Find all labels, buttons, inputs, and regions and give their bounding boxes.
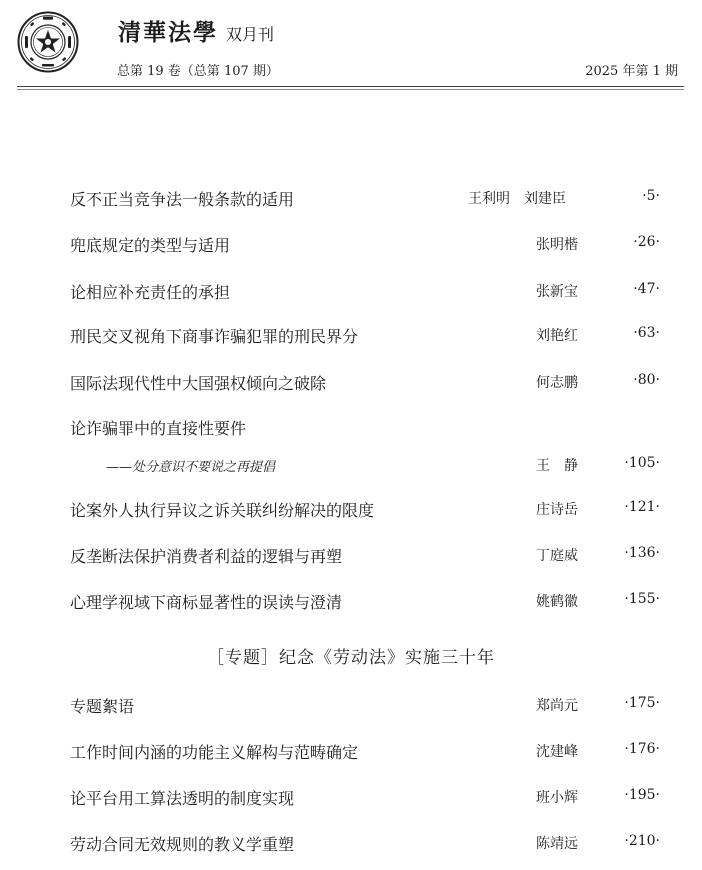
toc-entry[interactable]: [70, 187, 660, 211]
article-authors: 丁庭威: [536, 548, 578, 564]
article-authors: 王利明 刘建臣: [468, 191, 566, 207]
toc-entry[interactable]: [70, 280, 660, 304]
toc-entry-subtitle-row: [70, 454, 660, 478]
article-authors: 张明楷: [536, 237, 578, 253]
toc-entry[interactable]: [70, 371, 660, 395]
page-number: ·210·: [624, 833, 660, 849]
toc-entry[interactable]: [70, 832, 660, 856]
toc-entry[interactable]: [70, 694, 660, 718]
page-number: ·155·: [624, 591, 660, 607]
page-number: ·47·: [633, 281, 660, 297]
journal-title: [118, 14, 274, 47]
toc-entry[interactable]: [70, 233, 660, 257]
toc-entry[interactable]: [70, 324, 660, 348]
article-title: 论诈骗罪中的直接性要件: [70, 419, 247, 438]
article-title: 反垄断法保护消费者利益的逻辑与再塑: [70, 547, 343, 566]
special-section-heading: ［专题］纪念《劳动法》实施三十年: [207, 648, 495, 668]
page-number: ·121·: [624, 499, 660, 515]
article-authors: 刘艳红: [536, 328, 578, 344]
toc-entry[interactable]: [70, 498, 660, 522]
article-title: 兜底规定的类型与适用: [70, 236, 231, 255]
page-number: ·176·: [624, 741, 660, 757]
page-number: ·63·: [633, 325, 660, 341]
page-number: ·175·: [624, 695, 660, 711]
toc-entry[interactable]: [70, 590, 660, 614]
article-authors: 庄诗岳: [536, 502, 578, 518]
article-authors: 陈靖远: [536, 836, 578, 852]
article-title: 心理学视域下商标显著性的误读与澄清: [70, 593, 343, 612]
journal-frequency: 双月刊: [226, 25, 275, 44]
article-authors: 班小辉: [536, 790, 578, 806]
article-authors: 王 静: [536, 458, 578, 474]
article-title: 工作时间内涵的功能主义解构与范畴确定: [70, 743, 359, 762]
article-title: 论相应补充责任的承担: [70, 283, 231, 302]
page-number: ·80·: [633, 372, 660, 388]
page-number: ·5·: [642, 188, 660, 204]
toc-entry[interactable]: [70, 740, 660, 764]
article-title: 劳动合同无效规则的教义学重塑: [70, 835, 295, 854]
toc-entry[interactable]: [70, 544, 660, 568]
toc-entry[interactable]: [70, 416, 660, 440]
article-subtitle: ——处分意识不要说之再提倡: [106, 460, 276, 475]
article-authors: 郑尚元: [536, 698, 578, 714]
article-authors: 姚鹤徽: [536, 594, 578, 610]
issue-info: 2025 年第 1 期: [585, 64, 678, 79]
article-authors: 张新宝: [536, 284, 578, 300]
header-divider: [17, 86, 684, 87]
page-number: ·105·: [624, 455, 660, 471]
toc-entry[interactable]: [70, 786, 660, 810]
page-number: ·195·: [624, 787, 660, 803]
article-title: 论平台用工算法透明的制度实现: [70, 789, 295, 808]
article-authors: 何志鹏: [536, 375, 578, 391]
volume-info: 总第 19 卷（总第 107 期）: [117, 64, 279, 79]
article-title: 国际法现代性中大国强权倾向之破除: [70, 374, 327, 393]
page-number: ·136·: [624, 545, 660, 561]
article-title: 反不正当竞争法一般条款的适用: [70, 190, 295, 209]
article-authors: 沈建峰: [536, 744, 578, 760]
university-seal-logo: [17, 11, 79, 73]
article-title: 论案外人执行异议之诉关联纠纷解决的限度: [70, 501, 375, 520]
header-divider-thin: [17, 89, 684, 90]
journal-name: 清華法學: [118, 19, 218, 46]
page-number: ·26·: [633, 234, 660, 250]
article-title: 专题絮语: [70, 697, 135, 716]
article-title: 刑民交叉视角下商事诈骗犯罪的刑民界分: [70, 327, 359, 346]
